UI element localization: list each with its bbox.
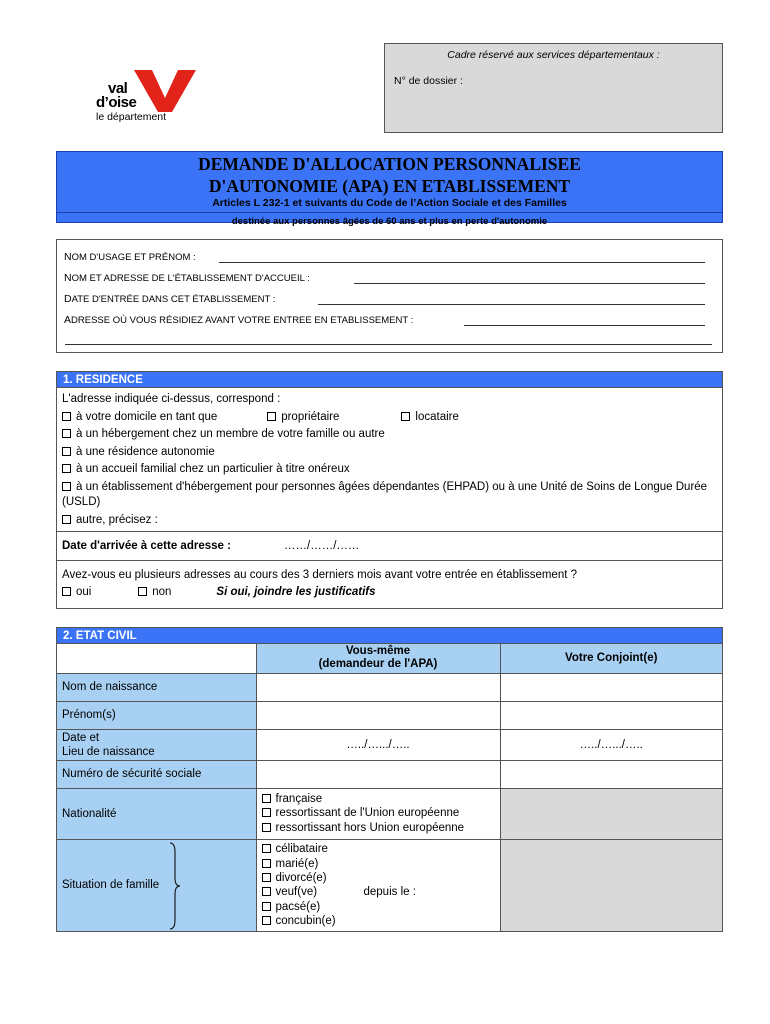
- spouse-situation-disabled: [500, 839, 722, 931]
- table-row: [57, 729, 722, 760]
- section-etat-civil: [56, 627, 723, 932]
- form-title-line-2: D'AUTONOMIE (APA) EN ETABLISSEMENT: [208, 176, 571, 196]
- checkbox-veuf[interactable]: [262, 887, 271, 896]
- answer-oui-label: oui: [76, 586, 92, 598]
- table-row: [57, 673, 722, 701]
- sit-divorce-label: divorcé(e): [275, 871, 327, 884]
- column-spouse-header: Votre Conjoint(e): [500, 644, 722, 673]
- residence-option-hebergement: à un hébergement chez un membre de votre famille ou autre: [76, 428, 385, 440]
- section-residence: [56, 371, 723, 609]
- self-situation-options: [256, 839, 500, 931]
- residence-option-proprietaire: propriétaire: [281, 410, 340, 423]
- table-header-row: [57, 644, 722, 673]
- self-nom-field[interactable]: [256, 673, 500, 701]
- residence-option-ehpad: à un établissement d'hébergement pour personnes âgées dépendantes (EHPAD) ou à une Unité de Soins de Longue Durée (USLD): [62, 480, 708, 508]
- depuis-le-label: depuis le :: [363, 886, 416, 899]
- checkbox-residence-autonomie[interactable]: [62, 447, 71, 456]
- residence-option-domicile: à votre domicile en tant que: [76, 410, 218, 423]
- arrival-date-label: Date d'arrivée à cette adresse :: [62, 539, 231, 552]
- row-label-nom: Nom de naissance: [57, 673, 256, 701]
- spouse-date-field[interactable]: …../….../…..: [500, 729, 722, 760]
- identity-establishment-row: [64, 269, 715, 290]
- justificatifs-note: Si oui, joindre les justificatifs: [216, 586, 376, 598]
- answer-non-label: non: [152, 586, 172, 598]
- sit-concubin-label: concubin(e): [275, 914, 336, 927]
- identity-prior-address-extra-line[interactable]: [65, 344, 712, 345]
- checkbox-marie[interactable]: [262, 859, 271, 868]
- residence-option-autre-row: [62, 510, 717, 531]
- residence-option-hebergement-row: [62, 426, 717, 444]
- sit-celibataire-label: célibataire: [275, 843, 328, 856]
- checkbox-ehpad[interactable]: [62, 482, 71, 491]
- etat-civil-table: [57, 644, 722, 931]
- logo-text-departement: le département: [96, 111, 167, 123]
- row-label-situation: Situation de famille: [57, 839, 256, 931]
- sit-marie-label: marié(e): [275, 857, 319, 870]
- checkbox-proprietaire[interactable]: [267, 412, 276, 421]
- identity-name-label: NOM D'USAGE ET PRÉNOM :: [64, 251, 196, 263]
- residence-option-accueil-familial: à un accueil familial chez un particulier à titre onéreux: [76, 463, 350, 475]
- spouse-secu-field[interactable]: [500, 760, 722, 788]
- row-label-nationalite: Nationalité: [57, 788, 256, 839]
- logo-text-doise: d’oise: [96, 94, 137, 111]
- row-label-secu: Numéro de sécurité sociale: [57, 760, 256, 788]
- admin-reserved-box: [384, 43, 723, 133]
- identity-entry-date-row: [64, 290, 715, 311]
- arrival-date-row: [62, 532, 717, 560]
- checkbox-ue[interactable]: [262, 808, 271, 817]
- identity-prior-address-field[interactable]: [464, 325, 705, 326]
- checkbox-accueil-familial[interactable]: [62, 464, 71, 473]
- v-logo-icon: [134, 68, 196, 112]
- column-self-header: Vous-même (demandeur de l'APA): [256, 644, 500, 673]
- nat-hors-ue-label: ressortissant hors Union européenne: [275, 821, 465, 834]
- checkbox-locataire[interactable]: [401, 412, 410, 421]
- val-doise-logo: [94, 68, 204, 124]
- checkbox-hors-ue[interactable]: [262, 823, 271, 832]
- residence-option-residence-autonomie: à une résidence autonomie: [76, 445, 215, 458]
- checkbox-pacse[interactable]: [262, 902, 271, 911]
- self-prenom-field[interactable]: [256, 701, 500, 729]
- residence-option-domicile-row: [62, 409, 717, 427]
- nat-francaise-label: française: [275, 792, 323, 805]
- identity-prior-address-label: ADRESSE OÙ VOUS RÉSIDIEZ AVANT VOTRE ENTREE EN ETABLISSEMENT :: [64, 314, 414, 326]
- table-row: [57, 788, 722, 839]
- spouse-nationalite-disabled: [500, 788, 722, 839]
- form-audience: destinée aux personnes âgées de 60 ans et plus en perte d'autonomie: [57, 212, 722, 227]
- dossier-number-label: N° de dossier :: [394, 75, 463, 87]
- arrival-date-field[interactable]: ……/……/……: [284, 539, 360, 552]
- row-label-prenom: Prénom(s): [57, 701, 256, 729]
- residence-option-residence-row: [62, 444, 717, 462]
- identity-prior-address-row: [64, 311, 715, 332]
- form-title-line-1: DEMANDE D'ALLOCATION PERSONNALISEE: [198, 154, 581, 174]
- checkbox-domicile[interactable]: [62, 412, 71, 421]
- spouse-nom-field[interactable]: [500, 673, 722, 701]
- form-title-block: [56, 151, 723, 227]
- residence-option-ehpad-row: [62, 479, 717, 510]
- row-label-date-lieu: Date et Lieu de naissance: [57, 729, 256, 760]
- residence-option-autre: autre, précisez :: [76, 513, 158, 526]
- checkbox-concubin[interactable]: [262, 916, 271, 925]
- section-residence-header: 1. RESIDENCE: [57, 372, 722, 388]
- table-row: [57, 839, 722, 931]
- residence-option-locataire: locataire: [415, 410, 459, 423]
- admin-box-title: Cadre réservé aux services départementaux :: [447, 49, 660, 61]
- identity-establishment-label: NOM ET ADRESSE DE L'ÉTABLISSEMENT D'ACCUEIL :: [64, 272, 310, 284]
- identity-entry-date-field[interactable]: [318, 304, 705, 305]
- residence-intro: L'adresse indiquée ci-dessus, correspond :: [62, 393, 281, 405]
- self-secu-field[interactable]: [256, 760, 500, 788]
- checkbox-divorce[interactable]: [262, 873, 271, 882]
- table-row: [57, 701, 722, 729]
- checkbox-oui[interactable]: [62, 587, 71, 596]
- table-row: [57, 760, 722, 788]
- nat-ue-label: ressortissant de l'Union européenne: [275, 807, 460, 820]
- brace-icon: [169, 842, 181, 930]
- spouse-prenom-field[interactable]: [500, 701, 722, 729]
- identity-name-field[interactable]: [219, 262, 705, 263]
- identity-name-row: [64, 248, 715, 269]
- sit-veuf-label: veuf(ve): [275, 886, 318, 899]
- checkbox-autre[interactable]: [62, 515, 71, 524]
- section-etat-civil-header: 2. ETAT CIVIL: [57, 628, 722, 644]
- sit-pacse-label: pacsé(e): [275, 900, 321, 913]
- form-articles: Articles L 232-1 et suivants du Code de l’Action Sociale et des Familles: [212, 197, 567, 209]
- checkbox-non[interactable]: [138, 587, 147, 596]
- logo-text-val: val: [108, 80, 128, 97]
- identity-establishment-field[interactable]: [354, 283, 705, 284]
- checkbox-celibataire[interactable]: [262, 844, 271, 853]
- checkbox-hebergement[interactable]: [62, 429, 71, 438]
- multiple-addresses-answer-row: [62, 584, 717, 602]
- checkbox-francaise[interactable]: [262, 794, 271, 803]
- identity-block: [56, 239, 723, 353]
- self-date-field[interactable]: …../….../…..: [256, 729, 500, 760]
- identity-entry-date-label: DATE D'ENTRÉE DANS CET ÉTABLISSEMENT :: [64, 293, 276, 305]
- multiple-addresses-question: Avez-vous eu plusieurs adresses au cours des 3 derniers mois avant votre entrée en établissement ?: [62, 568, 578, 581]
- residence-option-accueil-row: [62, 461, 717, 479]
- self-nationalite-options: [256, 788, 500, 839]
